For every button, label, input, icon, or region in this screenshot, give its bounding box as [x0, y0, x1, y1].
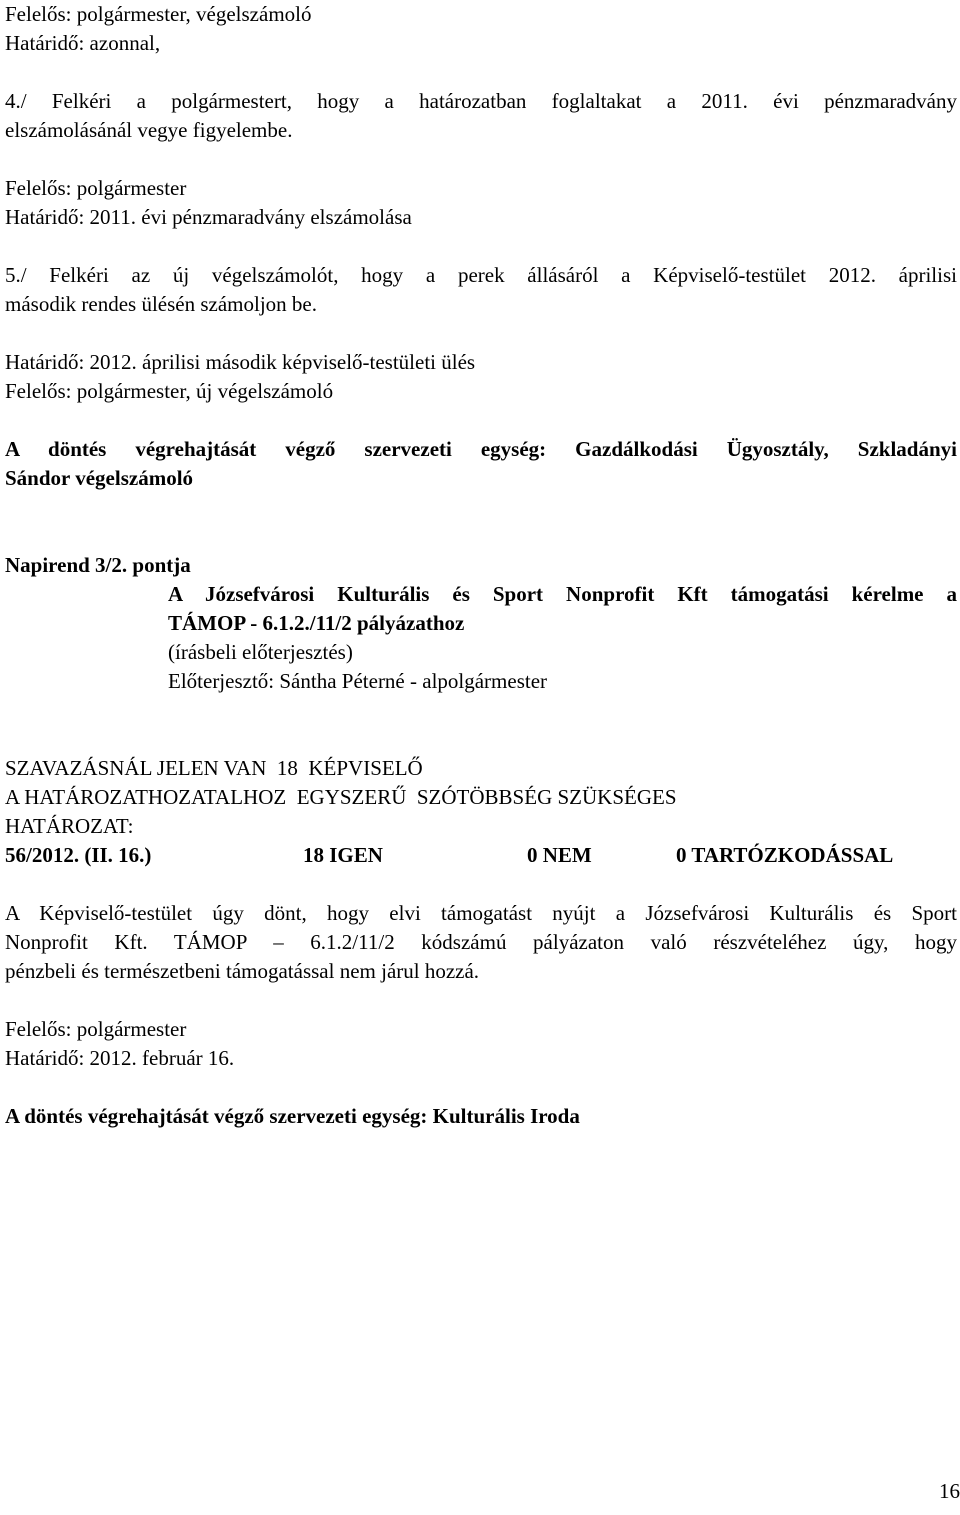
deadline-line: Határidő: azonnal,: [5, 31, 161, 55]
decision-line2: Nonprofit Kft. TÁMOP – 6.1.2/11/2 kódszámú pályázaton való részvételéhez úgy, hogy: [5, 930, 957, 954]
agenda-note: (írásbeli előterjesztés): [168, 640, 353, 664]
agenda-title-line2: TÁMOP - 6.1.2./11/2 pályázathoz: [168, 611, 465, 635]
decision-responsible: Felelős: polgármester: [5, 1017, 187, 1041]
decision-line1: A Képviselő-testület úgy dönt, hogy elvi támogatást nyújt a Józsefvárosi Kulturális és Sport: [5, 901, 957, 925]
vote-abstain: 0 TARTÓZKODÁSSAL: [676, 843, 894, 867]
document-page: [5, 0, 957, 1131]
vote-majority: A HATÁROZATHOZATALHOZ EGYSZERŰ SZÓTÖBBSÉG SZÜKSÉGES: [5, 785, 677, 809]
agenda-heading: Napirend 3/2. pontja: [5, 553, 191, 577]
vote-yes: 18 IGEN: [303, 843, 383, 867]
item5-deadline: Határidő: 2012. áprilisi második képviselő-testületi ülés: [5, 350, 476, 374]
resolution-number: 56/2012. (II. 16.): [5, 843, 152, 867]
item5-line2: második rendes ülésén számoljon be.: [5, 292, 318, 316]
item4-line2: elszámolásánál vegye figyelembe.: [5, 118, 293, 142]
agenda-title-line1: A Józsefvárosi Kulturális és Sport Nonprofit Kft támogatási kérelme a: [168, 582, 957, 606]
executor-line1: A döntés végrehajtását végző szervezeti egység: Gazdálkodási Ügyosztály, Szkladányi: [5, 437, 957, 461]
item4-line1: 4./ Felkéri a polgármestert, hogy a határozatban foglaltakat a 2011. évi pénzmaradvány: [5, 89, 957, 113]
executor2-line: A döntés végrehajtását végző szervezeti egység: Kulturális Iroda: [5, 1104, 580, 1128]
decision-line3: pénzbeli és természetbeni támogatással nem járul hozzá.: [5, 959, 480, 983]
vote-present: SZAVAZÁSNÁL JELEN VAN 18 KÉPVISELŐ: [5, 756, 423, 780]
vote-result-row: [5, 841, 957, 870]
item5-line1: 5./ Felkéri az új végelszámolót, hogy a perek állásáról a Képviselő-testület 2012. áprilisi: [5, 263, 957, 287]
item5-responsible: Felelős: polgármester, új végelszámoló: [5, 379, 334, 403]
vote-no: 0 NEM: [527, 843, 592, 867]
decision-deadline: Határidő: 2012. február 16.: [5, 1046, 235, 1070]
agenda-presenter: Előterjesztő: Sántha Péterné - alpolgármester: [168, 669, 548, 693]
resolution-label: HATÁROZAT:: [5, 814, 134, 838]
item4-responsible: Felelős: polgármester: [5, 176, 187, 200]
responsible-line: Felelős: polgármester, végelszámoló: [5, 2, 312, 26]
item4-deadline: Határidő: 2011. évi pénzmaradvány elszámolása: [5, 205, 412, 229]
executor-line2: Sándor végelszámoló: [5, 466, 194, 490]
page-number: 16: [939, 1479, 960, 1503]
